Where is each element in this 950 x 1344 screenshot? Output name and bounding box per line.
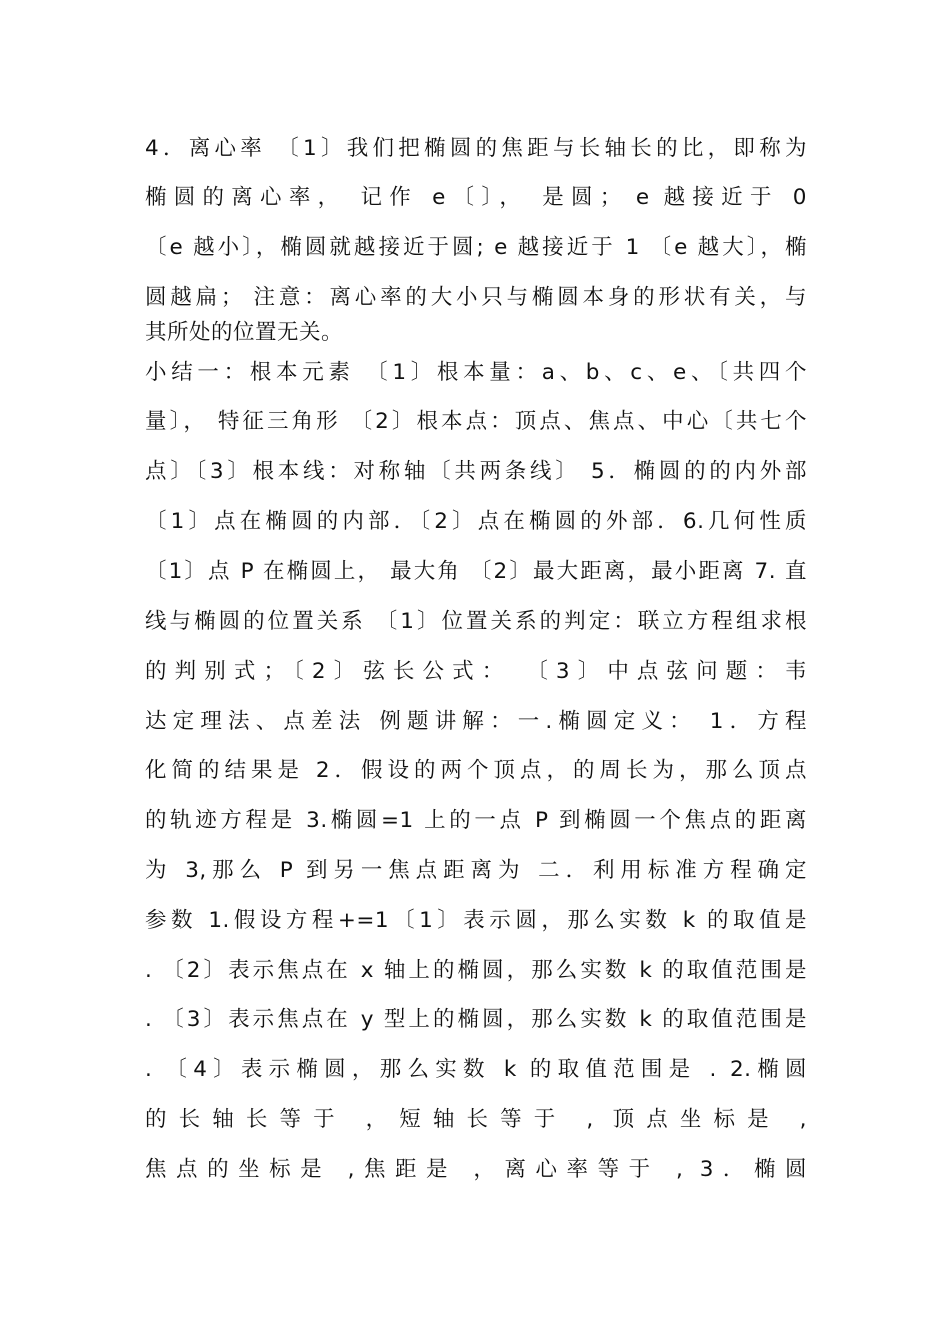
text-line: 点〕〔3〕根本线：对称轴〔共两条线〕 5．椭圆的的内外部: [145, 459, 807, 484]
text-line: 量〕， 特征三角形 〔2〕根本点：顶点、焦点、中心〔共七个: [145, 409, 807, 434]
text-line: . 〔2〕表示焦点在 x 轴上的椭圆，那么实数 k 的取值范围是: [145, 958, 807, 983]
text-line: . 〔4〕表示椭圆，那么实数 k 的取值范围是 . 2.椭圆: [145, 1057, 807, 1082]
text-line: 其所处的位置无关。: [145, 320, 344, 345]
text-line: . 〔3〕表示焦点在 y 型上的椭圆，那么实数 k 的取值范围是: [145, 1007, 807, 1032]
text-line: 为 3,那么 P 到另一焦点距离为 二．利用标准方程确定: [145, 858, 807, 883]
text-line: 参数 1.假设方程+=1〔1〕表示圆，那么实数 k 的取值是: [145, 908, 807, 933]
text-line: 线与椭圆的位置关系 〔1〕位置关系的判定：联立方程组求根: [145, 609, 807, 634]
text-line: 的长轴长等于 ，短轴长等于 , 顶点坐标是 ,: [145, 1107, 807, 1132]
text-line: 焦点的坐标是 ,焦距是 ，离心率等于 , 3．椭圆: [145, 1157, 807, 1182]
text-line: 〔e 越小〕，椭圆就越接近于圆; e 越接近于 1 〔e 越大〕，椭: [145, 235, 807, 260]
text-line: 的判别式；〔2〕弦长公式： 〔3〕中点弦问题：韦: [145, 659, 807, 684]
text-line: 达定理法、点差法 例题讲解：一.椭圆定义： 1．方程: [145, 709, 807, 734]
text-line: 〔1〕点在椭圆的内部．〔2〕点在椭圆的外部．6.几何性质: [145, 509, 807, 534]
text-line: 小结一：根本元素 〔1〕根本量：a、b、c、e、〔共四个: [145, 360, 807, 385]
text-line: 圆越扁； 注意：离心率的大小只与椭圆本身的形状有关，与: [145, 285, 807, 310]
text-line: 4．离心率 〔1〕我们把椭圆的焦距与长轴长的比，即称为: [145, 136, 807, 161]
text-line: 〔1〕点 P 在椭圆上， 最大角 〔2〕最大距离，最小距离 7. 直: [145, 559, 807, 584]
text-line: 椭圆的离心率， 记作 e〔〕， 是圆； e 越接近于 0: [145, 185, 807, 210]
text-line: 的轨迹方程是 3.椭圆=1 上的一点 P 到椭圆一个焦点的距离: [145, 808, 807, 833]
text-line: 化简的结果是 2．假设的两个顶点，的周长为，那么顶点: [145, 758, 807, 783]
